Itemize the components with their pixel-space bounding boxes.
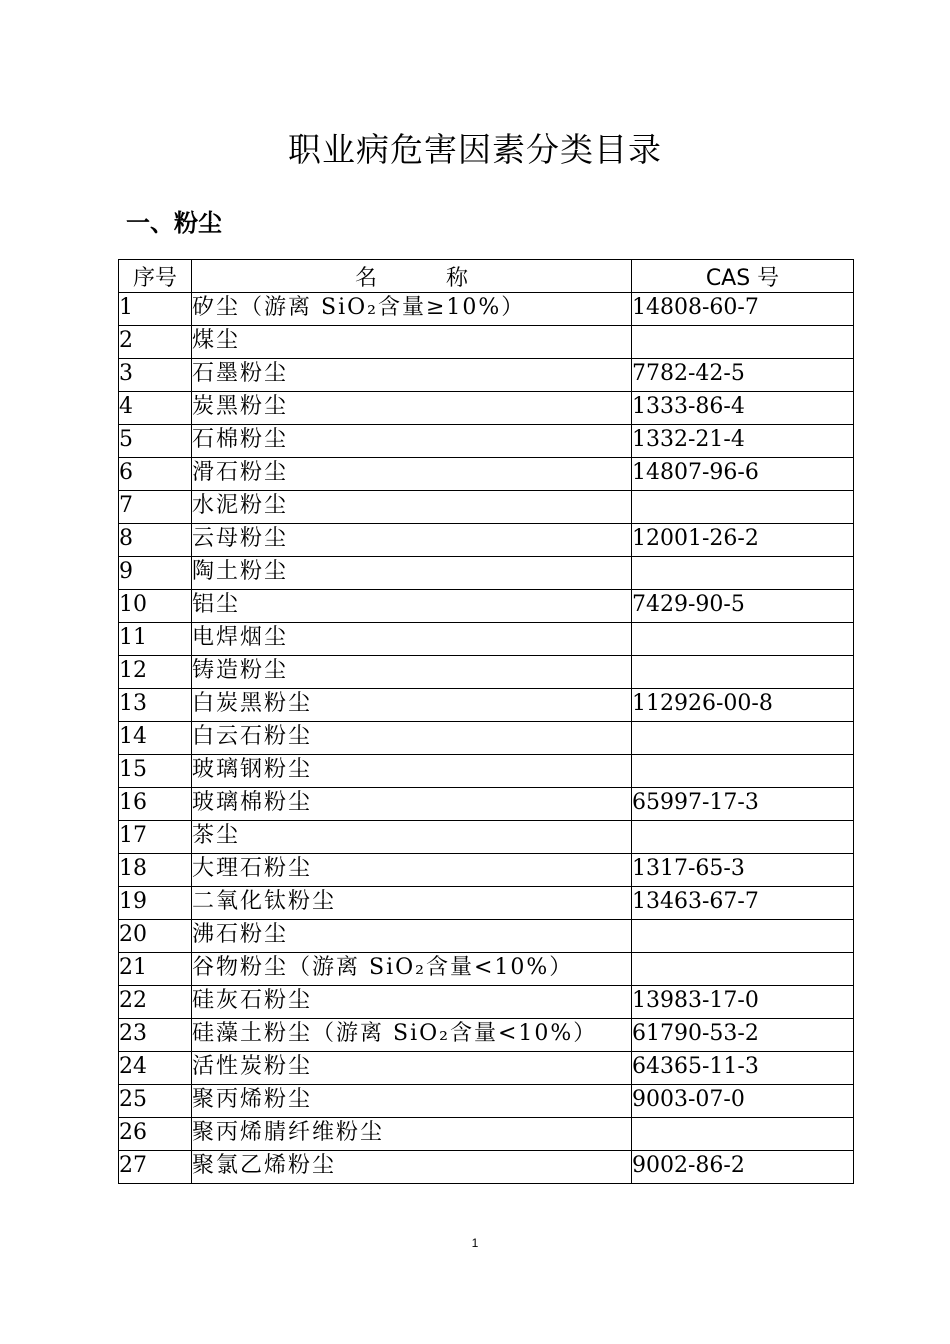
table-row — [119, 524, 854, 557]
cell-cas: 14807-96-6 — [632, 458, 854, 491]
cell-name: 电焊烟尘 — [192, 623, 632, 656]
cell-number: 3 — [119, 359, 192, 392]
cell-cas — [632, 326, 854, 359]
cell-cas — [632, 920, 854, 953]
table-row — [119, 953, 854, 986]
cell-number: 14 — [119, 722, 192, 755]
cell-number: 19 — [119, 887, 192, 920]
cell-name: 白炭黑粉尘 — [192, 689, 632, 722]
table-header-row — [119, 260, 854, 293]
cell-cas — [632, 821, 854, 854]
cell-number: 11 — [119, 623, 192, 656]
table-row — [119, 359, 854, 392]
cell-number: 27 — [119, 1151, 192, 1184]
cell-name: 石墨粉尘 — [192, 359, 632, 392]
cell-name: 活性炭粉尘 — [192, 1052, 632, 1085]
cell-cas — [632, 953, 854, 986]
cell-name: 谷物粉尘（游离 SiO₂含量<10%） — [192, 953, 632, 986]
page-title: 职业病危害因素分类目录 — [288, 130, 662, 169]
cell-cas: 7429-90-5 — [632, 590, 854, 623]
cell-name: 煤尘 — [192, 326, 632, 359]
cell-name: 铝尘 — [192, 590, 632, 623]
cell-name: 云母粉尘 — [192, 524, 632, 557]
cell-cas: 1333-86-4 — [632, 392, 854, 425]
cell-name: 硅藻土粉尘（游离 SiO₂含量<10%） — [192, 1019, 632, 1052]
table-row — [119, 1151, 854, 1184]
cell-number: 10 — [119, 590, 192, 623]
cell-cas — [632, 722, 854, 755]
cell-name: 聚氯乙烯粉尘 — [192, 1151, 632, 1184]
table-row — [119, 458, 854, 491]
cell-number: 5 — [119, 425, 192, 458]
cell-number: 24 — [119, 1052, 192, 1085]
dust-table — [118, 259, 854, 1184]
table-row — [119, 854, 854, 887]
cell-name: 白云石粉尘 — [192, 722, 632, 755]
header-name: 名 称 — [192, 260, 632, 293]
table-row — [119, 425, 854, 458]
cell-number: 17 — [119, 821, 192, 854]
cell-name: 聚丙烯粉尘 — [192, 1085, 632, 1118]
cell-cas: 13463-67-7 — [632, 887, 854, 920]
cell-name: 矽尘（游离 SiO₂含量≥10%） — [192, 293, 632, 326]
cell-cas — [632, 656, 854, 689]
cell-number: 18 — [119, 854, 192, 887]
cell-number: 20 — [119, 920, 192, 953]
table-row — [119, 722, 854, 755]
table-row — [119, 986, 854, 1019]
cell-number: 13 — [119, 689, 192, 722]
cell-cas: 64365-11-3 — [632, 1052, 854, 1085]
cell-name: 聚丙烯腈纤维粉尘 — [192, 1118, 632, 1151]
cell-cas — [632, 623, 854, 656]
cell-name: 沸石粉尘 — [192, 920, 632, 953]
cell-name: 玻璃钢粉尘 — [192, 755, 632, 788]
page-number: 1 — [471, 1236, 479, 1250]
cell-cas: 13983-17-0 — [632, 986, 854, 1019]
section-heading: 一、粉尘 — [126, 209, 222, 237]
table-row — [119, 1118, 854, 1151]
cell-number: 22 — [119, 986, 192, 1019]
cell-name: 大理石粉尘 — [192, 854, 632, 887]
table-row — [119, 326, 854, 359]
cell-cas: 7782-42-5 — [632, 359, 854, 392]
header-no: 序号 — [119, 260, 192, 293]
table-row — [119, 590, 854, 623]
cell-number: 4 — [119, 392, 192, 425]
cell-number: 7 — [119, 491, 192, 524]
cell-cas: 61790-53-2 — [632, 1019, 854, 1052]
cell-cas: 1332-21-4 — [632, 425, 854, 458]
cell-number: 8 — [119, 524, 192, 557]
cell-number: 6 — [119, 458, 192, 491]
table-row — [119, 623, 854, 656]
cell-cas: 14808-60-7 — [632, 293, 854, 326]
table-row — [119, 821, 854, 854]
cell-cas — [632, 557, 854, 590]
table-row — [119, 392, 854, 425]
cell-name: 水泥粉尘 — [192, 491, 632, 524]
table-row — [119, 920, 854, 953]
cell-name: 茶尘 — [192, 821, 632, 854]
cell-number: 1 — [119, 293, 192, 326]
table-row — [119, 557, 854, 590]
cell-name: 炭黑粉尘 — [192, 392, 632, 425]
cell-cas — [632, 755, 854, 788]
table-row — [119, 788, 854, 821]
cell-number: 21 — [119, 953, 192, 986]
table-row — [119, 1052, 854, 1085]
table-row — [119, 1019, 854, 1052]
cell-name: 玻璃棉粉尘 — [192, 788, 632, 821]
cell-number: 26 — [119, 1118, 192, 1151]
cell-cas: 12001-26-2 — [632, 524, 854, 557]
cell-number: 9 — [119, 557, 192, 590]
cell-name: 硅灰石粉尘 — [192, 986, 632, 1019]
cell-cas: 1317-65-3 — [632, 854, 854, 887]
cell-number: 25 — [119, 1085, 192, 1118]
cell-cas — [632, 491, 854, 524]
cell-number: 15 — [119, 755, 192, 788]
table-row — [119, 689, 854, 722]
cell-number: 23 — [119, 1019, 192, 1052]
cell-name: 陶土粉尘 — [192, 557, 632, 590]
cell-cas — [632, 1118, 854, 1151]
table-row — [119, 755, 854, 788]
cell-cas: 65997-17-3 — [632, 788, 854, 821]
cell-number: 12 — [119, 656, 192, 689]
cell-cas: 9003-07-0 — [632, 1085, 854, 1118]
table-row — [119, 1085, 854, 1118]
cell-number: 16 — [119, 788, 192, 821]
table-row — [119, 293, 854, 326]
table-row — [119, 491, 854, 524]
table-row — [119, 887, 854, 920]
cell-name: 石棉粉尘 — [192, 425, 632, 458]
cell-cas: 9002-86-2 — [632, 1151, 854, 1184]
table-row — [119, 656, 854, 689]
cell-name: 二氧化钛粉尘 — [192, 887, 632, 920]
cell-name: 铸造粉尘 — [192, 656, 632, 689]
header-cas: CAS 号 — [632, 260, 854, 293]
cell-number: 2 — [119, 326, 192, 359]
cell-cas: 112926-00-8 — [632, 689, 854, 722]
cell-name: 滑石粉尘 — [192, 458, 632, 491]
